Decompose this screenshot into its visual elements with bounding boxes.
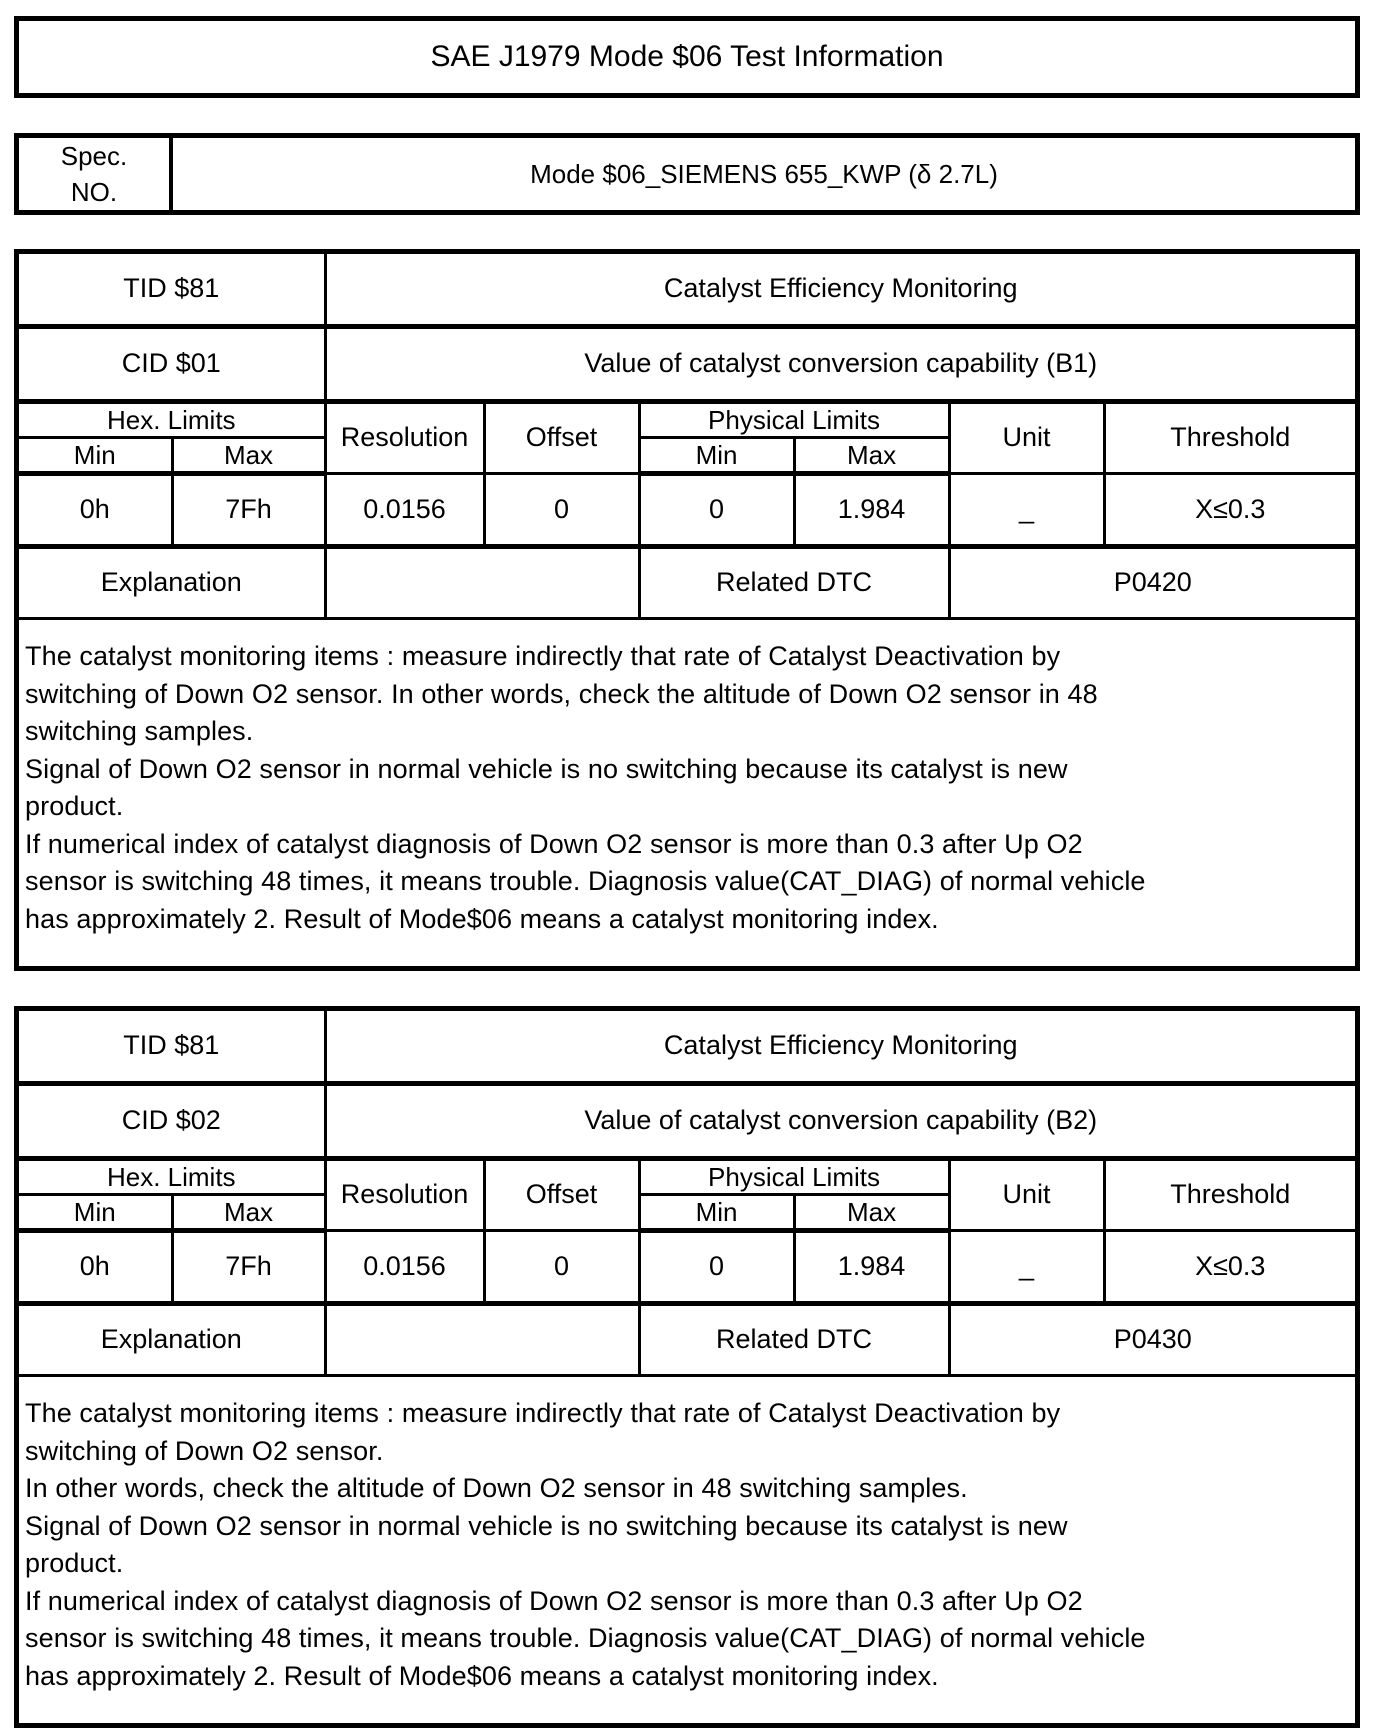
explanation-value bbox=[325, 1304, 639, 1376]
offset-header: Offset bbox=[484, 1159, 639, 1231]
test-table-2 bbox=[19, 1011, 1355, 1377]
physical-limits-header: Physical Limits bbox=[639, 1159, 949, 1195]
page-title: SAE J1979 Mode $06 Test Information bbox=[430, 40, 944, 73]
test-table-1 bbox=[19, 254, 1355, 620]
cid-value: Value of catalyst conversion capability (B2) bbox=[325, 1084, 1355, 1159]
hex-min-value: 0h bbox=[19, 474, 172, 547]
phys-min-value: 0 bbox=[639, 1231, 794, 1304]
phys-max-value: 1.984 bbox=[794, 474, 949, 547]
threshold-value: X≤0.3 bbox=[1104, 1231, 1355, 1304]
phys-min-value: 0 bbox=[639, 474, 794, 547]
resolution-value: 0.0156 bbox=[325, 474, 484, 547]
phys-max-header: Max bbox=[794, 438, 949, 474]
hex-limits-header: Hex. Limits bbox=[19, 402, 325, 438]
spec-box bbox=[14, 133, 1360, 215]
test-block-1 bbox=[14, 249, 1360, 971]
unit-value: _ bbox=[949, 1231, 1104, 1304]
cid-value: Value of catalyst conversion capability (B1) bbox=[325, 327, 1355, 402]
description-text: The catalyst monitoring items : measure indirectly that rate of Catalyst Deactivation by switching of Down O2 sensor. In other words, check the altitude of Down O2 sensor in 48 switching samples. Signal of Down O2 sensor in normal vehicle is no switching because its catalyst is new product. If numerical index of catalyst diagnosis of Down O2 sensor is more than 0.3 after Up O2 sensor is switching 48 times, it means trouble. Diagnosis value(CAT_DIAG) of normal vehicle has approximately 2. Result of Mode$06 means a catalyst monitoring index. bbox=[25, 641, 1146, 934]
title-box bbox=[14, 16, 1360, 98]
threshold-header: Threshold bbox=[1104, 402, 1355, 474]
unit-value: _ bbox=[949, 474, 1104, 547]
test-block-2 bbox=[14, 1006, 1360, 1728]
resolution-header: Resolution bbox=[325, 402, 484, 474]
cid-label: CID $01 bbox=[19, 327, 325, 402]
unit-header: Unit bbox=[949, 1159, 1104, 1231]
spec-label: Spec. NO. bbox=[19, 138, 173, 210]
hex-max-value: 7Fh bbox=[172, 1231, 325, 1304]
offset-value: 0 bbox=[484, 474, 639, 547]
related-dtc-value: P0430 bbox=[949, 1304, 1355, 1376]
tid-label: TID $81 bbox=[19, 254, 325, 327]
explanation-value bbox=[325, 547, 639, 619]
related-dtc-value: P0420 bbox=[949, 547, 1355, 619]
phys-min-header: Min bbox=[639, 1195, 794, 1231]
phys-max-value: 1.984 bbox=[794, 1231, 949, 1304]
hex-max-header: Max bbox=[172, 438, 325, 474]
threshold-value: X≤0.3 bbox=[1104, 474, 1355, 547]
hex-min-header: Min bbox=[19, 438, 172, 474]
description-text: The catalyst monitoring items : measure indirectly that rate of Catalyst Deactivation by switching of Down O2 sensor. In other words, check the altitude of Down O2 sensor in 48 switching samples. Signal of Down O2 sensor in normal vehicle is no switching because its catalyst is new product. If numerical index of catalyst diagnosis of Down O2 sensor is more than 0.3 after Up O2 sensor is switching 48 times, it means trouble. Diagnosis value(CAT_DIAG) of normal vehicle has approximately 2. Result of Mode$06 means a catalyst monitoring index. bbox=[25, 1398, 1146, 1691]
explanation-label: Explanation bbox=[19, 547, 325, 619]
resolution-value: 0.0156 bbox=[325, 1231, 484, 1304]
unit-header: Unit bbox=[949, 402, 1104, 474]
tid-value: Catalyst Efficiency Monitoring bbox=[325, 254, 1355, 327]
phys-min-header: Min bbox=[639, 438, 794, 474]
offset-header: Offset bbox=[484, 402, 639, 474]
tid-label: TID $81 bbox=[19, 1011, 325, 1084]
tid-value: Catalyst Efficiency Monitoring bbox=[325, 1011, 1355, 1084]
explanation-label: Explanation bbox=[19, 1304, 325, 1376]
threshold-header: Threshold bbox=[1104, 1159, 1355, 1231]
hex-max-header: Max bbox=[172, 1195, 325, 1231]
hex-max-value: 7Fh bbox=[172, 474, 325, 547]
hex-min-header: Min bbox=[19, 1195, 172, 1231]
offset-value: 0 bbox=[484, 1231, 639, 1304]
cid-label: CID $02 bbox=[19, 1084, 325, 1159]
hex-min-value: 0h bbox=[19, 1231, 172, 1304]
hex-limits-header: Hex. Limits bbox=[19, 1159, 325, 1195]
related-dtc-label: Related DTC bbox=[639, 1304, 949, 1376]
spec-value: Mode $06_SIEMENS 655_KWP (δ 2.7L) bbox=[530, 158, 998, 189]
phys-max-header: Max bbox=[794, 1195, 949, 1231]
related-dtc-label: Related DTC bbox=[639, 547, 949, 619]
physical-limits-header: Physical Limits bbox=[639, 402, 949, 438]
resolution-header: Resolution bbox=[325, 1159, 484, 1231]
